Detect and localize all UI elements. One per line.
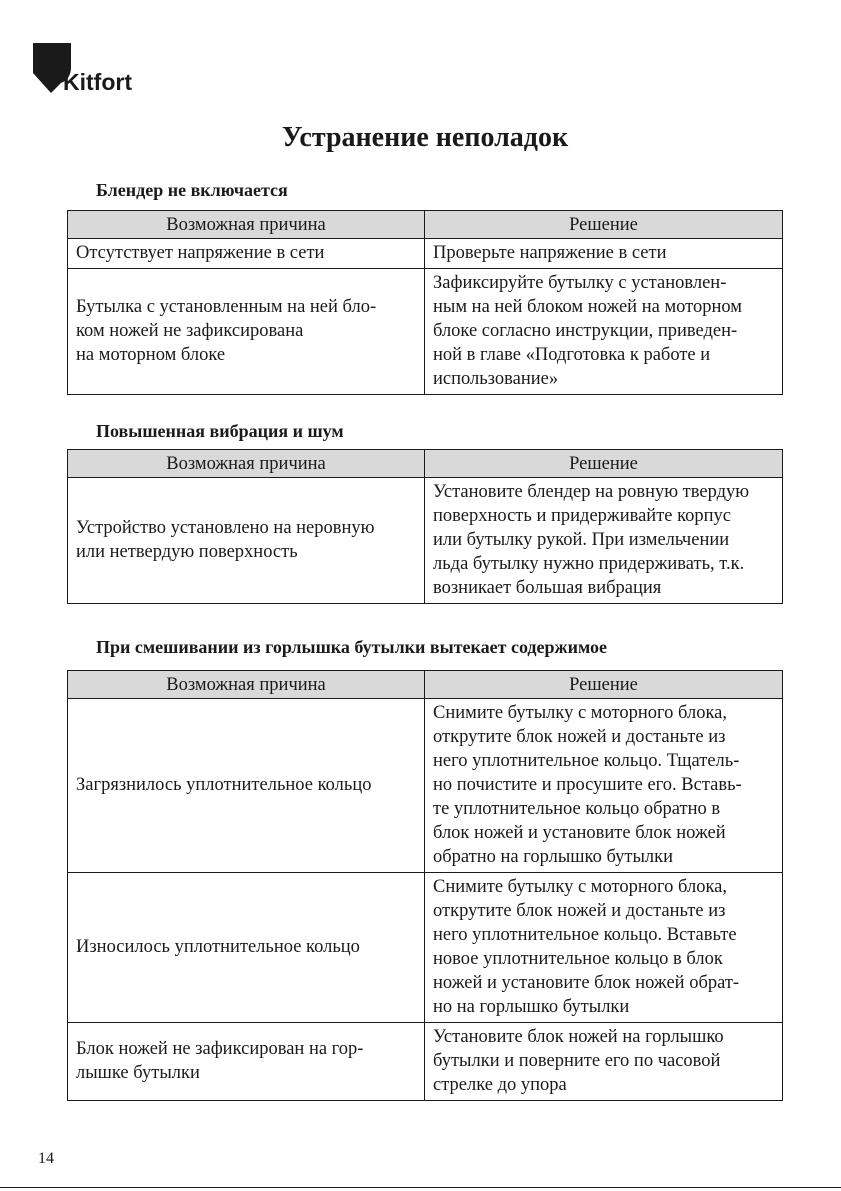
column-header-solution: Решение [425, 450, 783, 478]
solution-cell: Снимите бутылку с моторного блока, открутите блок ножей и достаньте из него уплотнительное кольцо. Вставьте новое уплотнительное кольцо в блок ножей и установите блок ножей обрат- но на горлышко бутылки [425, 873, 783, 1023]
column-header-cause: Возможная причина [68, 671, 425, 699]
solution-cell: Установите блендер на ровную твердую поверхность и придерживайте корпус или бутылку рукой. При измельчении льда бутылку нужно придерживать, т.к. возникает большая вибрация [425, 478, 783, 604]
section-title: Блендер не включается [96, 180, 288, 200]
table-row [68, 478, 783, 604]
troubleshooting-table [67, 449, 783, 604]
table-row [68, 1023, 783, 1101]
table-header-row [68, 671, 783, 699]
solution-cell: Зафиксируйте бутылку с установлен- ным на ней блоком ножей на моторном блоке согласно инструкции, приведен- ной в главе «Подготовка к работе и использование» [425, 269, 783, 395]
table-header-row [68, 211, 783, 239]
solution-cell: Проверьте напряжение в сети [425, 239, 783, 269]
solution-cell: Установите блок ножей на горлышко бутылки и поверните его по часовой стрелке до упора [425, 1023, 783, 1101]
table-row [68, 239, 783, 269]
cause-cell: Износилось уплотнительное кольцо [68, 873, 425, 1023]
column-header-cause: Возможная причина [68, 211, 425, 239]
cause-cell: Отсутствует напряжение в сети [68, 239, 425, 269]
cause-cell: Устройство установлено на неровную или нетвердую поверхность [68, 478, 425, 604]
page-number: 14 [38, 1150, 54, 1167]
bottom-divider [0, 1187, 841, 1188]
section-title: При смешивании из горлышка бутылки вытекает содержимое [96, 637, 607, 657]
table-row [68, 699, 783, 873]
solution-cell: Снимите бутылку с моторного блока, открутите блок ножей и достаньте из него уплотнительное кольцо. Тщатель- но почистите и просушите его. Вставь- те уплотнительное кольцо обратно в блок ножей и установите блок ножей обратно на горлышко бутылки [425, 699, 783, 873]
troubleshooting-table [67, 210, 783, 395]
column-header-cause: Возможная причина [68, 450, 425, 478]
page-title: Устранение неполадок [281, 122, 569, 153]
table-header-row [68, 450, 783, 478]
cause-cell: Бутылка с установленным на ней бло- ком ножей не зафиксирована на моторном блоке [68, 269, 425, 395]
column-header-solution: Решение [425, 671, 783, 699]
section-title: Повышенная вибрация и шум [96, 421, 344, 441]
table-row [68, 269, 783, 395]
table-row [68, 873, 783, 1023]
column-header-solution: Решение [425, 211, 783, 239]
brand-logo [33, 43, 143, 103]
brand-name: Kitfort [63, 69, 132, 95]
cause-cell: Блок ножей не зафиксирован на гор- лышке бутылки [68, 1023, 425, 1101]
cause-cell: Загрязнилось уплотнительное кольцо [68, 699, 425, 873]
troubleshooting-table [67, 670, 783, 1101]
